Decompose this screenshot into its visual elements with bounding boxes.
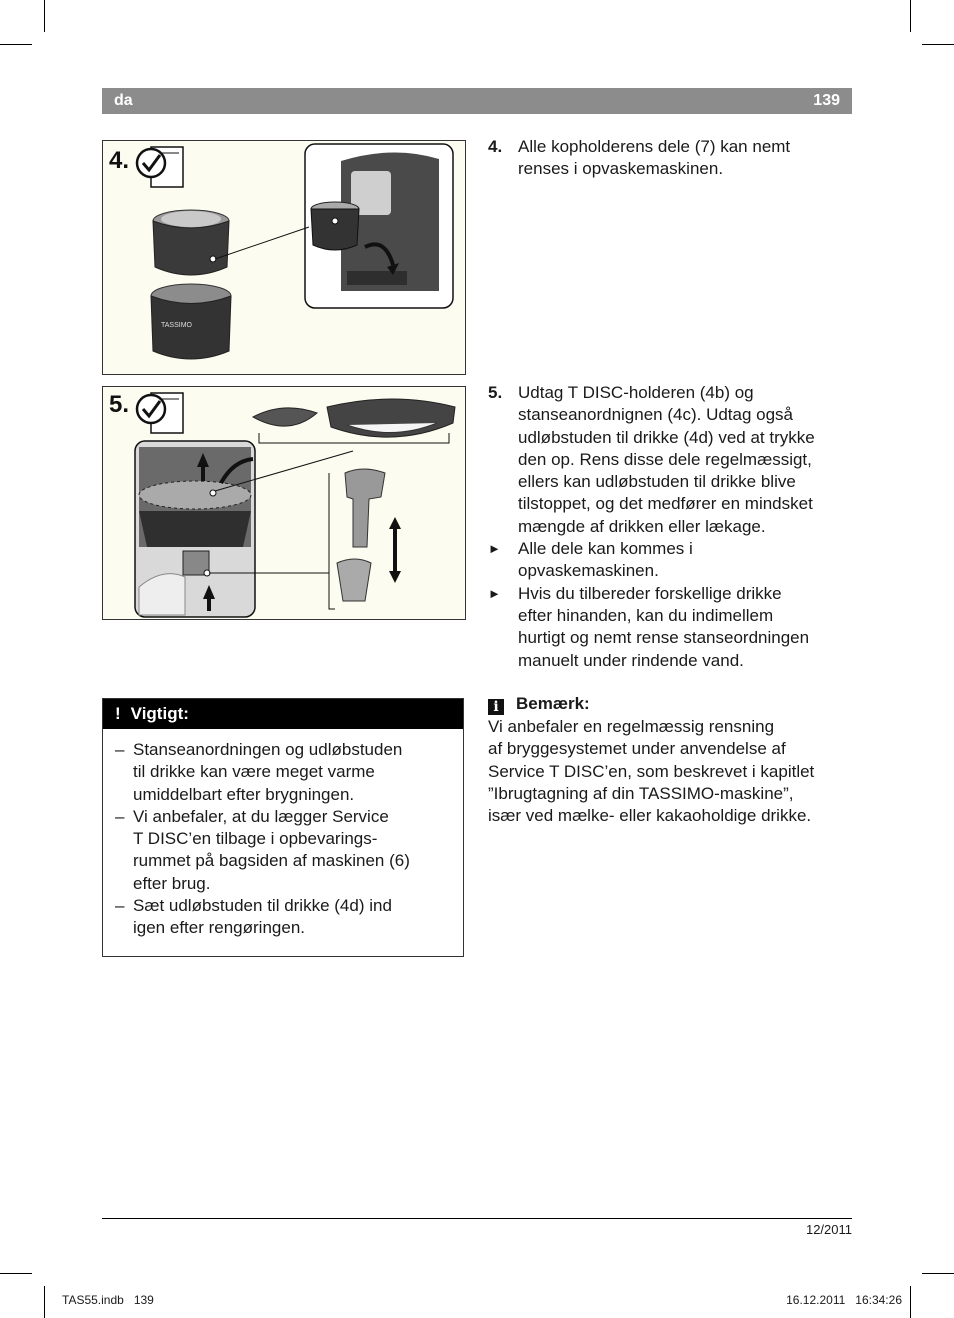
text-line: hurtigt og nemt rense stanseordningen <box>518 628 810 648</box>
step-5 <box>488 382 853 672</box>
step-number: 4. <box>488 137 503 156</box>
text-line: igen efter rengøringen. <box>133 918 305 938</box>
bullet-item <box>488 583 853 672</box>
text-line: efter brug. <box>133 873 211 893</box>
text-line: renses i opvaskemaskinen. <box>518 159 724 179</box>
arrow-right-icon: ► <box>488 541 501 557</box>
footer-rule <box>102 1218 852 1219</box>
crop-mark <box>922 44 954 45</box>
crop-mark <box>0 44 32 45</box>
text-line: Vi anbefaler en regelmæssig rensning <box>488 717 775 736</box>
list-item: – Vi anbefaler, at du lægger Service T DISC’en tilbage i opbevarings- rummet på bagsiden af maskinen (6) efter brug. <box>103 806 463 895</box>
note-title: Bemærk: <box>516 694 590 713</box>
bullet-item <box>488 538 853 583</box>
note-body <box>488 716 858 827</box>
crop-mark <box>922 1273 954 1274</box>
crop-mark <box>44 0 45 32</box>
text-line: udløbstuden til drikke (4d) ved at trykke <box>518 427 815 447</box>
figure-4-illustration <box>103 141 465 374</box>
warning-title: Vigtigt: <box>130 704 189 723</box>
figure-5-illustration <box>103 387 465 619</box>
crop-mark <box>44 1286 45 1318</box>
list-item: – Stanseanordningen og udløbstuden til drikke kan være meget varme umiddelbart efter brygningen. <box>103 739 463 806</box>
text-line: Alle dele kan kommes i <box>518 539 693 559</box>
text-line: stanseanordnignen (4c). Udtag også <box>518 405 794 425</box>
text-line: efter hinanden, kan du indimellem <box>518 605 774 625</box>
text-line: Vi anbefaler, at du lægger Service <box>133 806 389 826</box>
warning-icon: ! <box>115 704 121 723</box>
step-4 <box>488 136 853 181</box>
text-line: Udtag T DISC-holderen (4b) og <box>518 383 754 402</box>
page-number: 139 <box>813 92 840 109</box>
text-line: ellers kan udløbstuden til drikke blive <box>518 472 796 492</box>
text-line: manuelt under rindende vand. <box>518 650 744 670</box>
text-line: den op. Rens disse dele regelmæssigt, <box>518 449 812 469</box>
step-5-text <box>518 382 853 538</box>
figure-number: 4. <box>109 147 130 174</box>
step-4-text <box>518 136 853 181</box>
arrow-right-icon: ► <box>488 585 501 601</box>
warning-box <box>102 698 464 957</box>
crop-mark <box>910 0 911 32</box>
language-code: da <box>114 92 133 109</box>
print-slug-file: TAS55.indb 139 <box>62 1293 154 1307</box>
text-line: rummet på bagsiden af maskinen (6) <box>133 851 410 871</box>
step-number: 5. <box>488 383 503 402</box>
text-line: tilstoppet, og det medfører en mindsket <box>518 494 813 514</box>
info-icon: i <box>488 699 504 715</box>
footer-date: 12/2011 <box>805 1222 852 1237</box>
print-slug-timestamp: 16.12.2011 16:34:26 <box>786 1293 902 1307</box>
text-line: Sæt udløbstuden til drikke (4d) ind <box>133 896 392 916</box>
text-line: Hvis du tilbereder forskellige drikke <box>518 583 782 603</box>
warning-list <box>103 739 463 940</box>
text-line: umiddelbart efter brygningen. <box>133 784 355 804</box>
crop-mark <box>0 1273 32 1274</box>
figure-5 <box>102 386 466 620</box>
warning-header <box>103 699 463 729</box>
text-line: T DISC’en tilbage i opbevarings- <box>133 829 378 849</box>
svg-text:TASSIMO: TASSIMO <box>161 322 192 329</box>
figure-4 <box>102 140 466 375</box>
text-line: opvaskemaskinen. <box>518 561 659 581</box>
figure-number: 5. <box>109 391 130 418</box>
crop-mark <box>910 1286 911 1318</box>
text-line: Stanseanordningen og udløbstuden <box>133 740 403 759</box>
page-header <box>102 88 852 114</box>
note-heading <box>488 694 590 715</box>
text-line: Alle kopholderens dele (7) kan nemt <box>518 137 791 156</box>
text-line: især ved mælke- eller kakaoholdige drikke. <box>488 806 812 826</box>
text-line: af bryggesystemet under anvendelse af <box>488 739 786 759</box>
text-line: ”Ibrugtagning af din TASSIMO-maskine”, <box>488 783 794 803</box>
list-item: – Sæt udløbstuden til drikke (4d) ind igen efter rengøringen. <box>103 895 463 940</box>
text-line: Service T DISC’en, som beskrevet i kapitlet <box>488 761 815 781</box>
text-line: mængde af drikken eller lækage. <box>518 516 766 536</box>
text-line: til drikke kan være meget varme <box>133 762 375 782</box>
